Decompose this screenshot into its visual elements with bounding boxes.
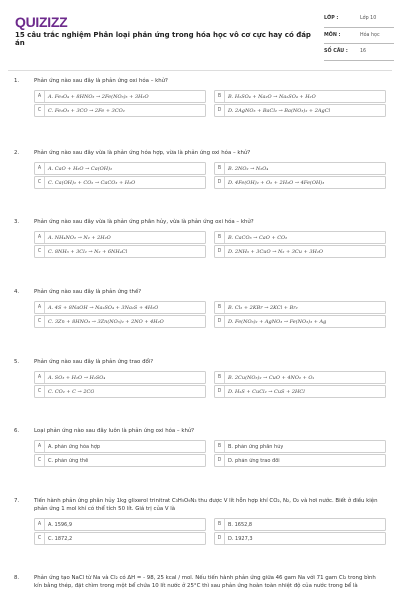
option-text: D. 1927,3 [228,535,253,542]
meta-key: LỚP : [324,16,339,22]
question-number: 7. [14,498,20,504]
option-text: B. 2Cu(NO₃)₂ → CuO + 4NO₂ + O₂ [228,374,315,381]
answer-option-b[interactable] [214,162,386,175]
answer-option-d[interactable] [214,532,386,545]
option-letter: A [35,519,45,530]
option-text: D. H₂S + CuCl₂ → CuS + 2HCl [228,388,305,395]
question-number: 2. [14,150,20,156]
option-text: B. 1652,8 [228,521,253,528]
worksheet-title: 15 câu trắc nghiệm Phân loại phản ứng trong hóa học vô cơ cực hay có đáp án [15,31,311,47]
worksheet-header [0,0,400,62]
option-letter: D [215,177,225,188]
answer-option-a[interactable] [34,371,206,384]
option-text: B. phản ứng phân hủy [228,443,284,450]
answer-option-c[interactable] [34,176,206,189]
answer-option-a[interactable] [34,162,206,175]
answer-option-b[interactable] [214,440,386,453]
option-letter: B [215,302,225,313]
question-number: 6. [14,428,20,434]
option-letter: B [215,91,225,102]
question-text: Loại phản ứng nào sau đây luôn là phản ứng oxi hóa – khử? [34,428,195,434]
option-text: A. NH₄NO₂ → N₂ + 2H₂O [48,234,111,241]
option-letter: D [215,246,225,257]
option-text: C. Fe₂O₃ + 3CO → 2Fe + 3CO₂ [48,107,125,114]
answer-option-d[interactable] [214,104,386,117]
option-text: C. 3Zn + 8HNO₃ → 3Zn(NO₃)₂ + 2NO + 4H₂O [48,318,164,325]
option-text: D. 4Fe(OH)₂ + O₂ + 2H₂O → 4Fe(OH)₃ [228,179,325,186]
answer-option-a[interactable] [34,90,206,103]
option-text: B. 2NO₂ → N₂O₄ [228,165,269,172]
answer-option-b[interactable] [214,90,386,103]
option-letter: A [35,302,45,313]
option-text: B. CaCO₃ → CaO + CO₂ [228,234,288,241]
answer-option-d[interactable] [214,245,386,258]
meta-row-count [324,44,394,61]
question-text: Phản ứng nào sau đây vừa là phản ứng phân hủy, vừa là phản ứng oxi hóa – khử? [34,219,254,225]
answer-option-a[interactable] [34,301,206,314]
option-text: D. 2NH₃ + 3CuO → N₂ + 3Cu + 3H₂O [228,248,323,255]
option-text: C. 8NH₃ + 3Cl₂ → N₂ + 6NH₄Cl [48,248,128,255]
question-number: 5. [14,359,20,365]
question-text: Phản ứng nào sau đây vừa là phản ứng hóa hợp, vừa là phản ứng oxi hóa – khử? [34,150,251,156]
answer-option-c[interactable] [34,385,206,398]
option-letter: D [215,455,225,466]
option-letter: A [35,441,45,452]
option-letter: C [35,177,45,188]
worksheet-meta [324,11,394,61]
option-letter: B [215,163,225,174]
option-letter: D [215,386,225,397]
answer-option-a[interactable] [34,518,206,531]
option-letter: D [215,316,225,327]
option-letter: C [35,386,45,397]
option-letter: D [215,105,225,116]
answer-option-d[interactable] [214,315,386,328]
option-text: D. phản ứng trao đổi [228,457,280,464]
question-number: 3. [14,219,20,225]
option-text: C. CO₂ + C → 2CO [48,388,95,395]
option-letter: A [35,163,45,174]
meta-key: MÔN : [324,32,341,38]
meta-key: SỐ CÂU : [324,49,348,55]
quizizz-logo: QUIZIZZ [15,14,68,30]
question-number: 1. [14,78,20,84]
option-text: A. Fe₃O₄ + 8HNO₃ → 2Fe(NO₃)₃ + 3H₂O [48,93,149,100]
answer-option-a[interactable] [34,231,206,244]
option-text: A. 4S + 8NaOH → Na₂SO₄ + 3Na₂S + 4H₂O [48,304,159,311]
option-text: C. phản ứng thế [48,457,89,464]
answer-option-d[interactable] [214,454,386,467]
answer-option-c[interactable] [34,532,206,545]
option-text: B. H₂SO₄ + Na₂O → Na₂SO₄ + H₂O [228,93,316,100]
question-number: 4. [14,289,20,295]
answer-option-c[interactable] [34,104,206,117]
answer-option-c[interactable] [34,245,206,258]
answer-option-c[interactable] [34,315,206,328]
answer-option-c[interactable] [34,454,206,467]
option-letter: D [215,533,225,544]
meta-row-subject [324,28,394,45]
answer-option-b[interactable] [214,371,386,384]
option-text: D. Fe(NO₃)₂ + AgNO₃ → Fe(NO₃)₃ + Ag [228,318,327,325]
header-divider [8,70,392,71]
answer-option-b[interactable] [214,518,386,531]
option-letter: C [35,455,45,466]
question-number: 8. [14,575,20,581]
answer-option-a[interactable] [34,440,206,453]
option-text: A. SO₃ + H₂O → H₂SO₄ [48,374,106,381]
question-text: Phản ứng nào sau đây là phản ứng trao đổi? [34,359,154,365]
question-text: Phản ứng nào sau đây là phản ứng thế? [34,289,142,295]
option-text: A. phản ứng hóa hợp [48,443,101,450]
option-letter: C [35,105,45,116]
option-letter: C [35,533,45,544]
option-letter: A [35,372,45,383]
option-letter: B [215,232,225,243]
option-text: A. 1596,9 [48,521,73,528]
question-text: Phản ứng tạo NaCl từ Na và Cl₂ có ΔH = - 98, 25 kcal / mol. Nếu tiến hành phản ứng giữa 46 gam Na với 71 gam Cl₂ trong bình kín bằng thép, đặt chìm trong một bể chứa 10 lít nước ở 25°C thì sau phản ứng hoàn toàn nhiệt độ của nước trong bể là [34,575,376,589]
option-text: C. Ca(OH)₂ + CO₂ → CaCO₃ + H₂O [48,179,136,186]
option-letter: A [35,91,45,102]
option-letter: C [35,246,45,257]
option-text: D. 2AgNO₃ + BaCl₂ → Ba(NO₃)₂ + 2AgCl [228,107,331,114]
question-text: Tiến hành phản ứng phân hủy 1kg glixerol trinitrat C₃H₅O₉N₃ thu được V lít hỗn hợp khí CO₂, N₂, O₂ và hơi nước. Biết ở điều kiện phản ứng 1 mol khí có thể tích 50 lít. Giá trị của V là [34,498,378,512]
answer-option-d[interactable] [214,176,386,189]
option-letter: B [215,519,225,530]
option-text: C. 1872,2 [48,535,73,542]
answer-option-b[interactable] [214,231,386,244]
meta-value: 16 [360,49,367,55]
answer-option-b[interactable] [214,301,386,314]
option-letter: B [215,372,225,383]
option-letter: C [35,316,45,327]
answer-option-d[interactable] [214,385,386,398]
meta-value: Hóa học [360,32,380,38]
option-text: B. Cl₂ + 2KBr → 2KCl + Br₂ [228,304,298,311]
question-text: Phản ứng nào sau đây là phản ứng oxi hóa – khử? [34,78,168,84]
option-text: A. CaO + H₂O → Ca(OH)₂ [48,165,113,172]
option-letter: B [215,441,225,452]
meta-value: Lớp 10 [360,16,377,22]
option-letter: A [35,232,45,243]
meta-row-class [324,11,394,28]
